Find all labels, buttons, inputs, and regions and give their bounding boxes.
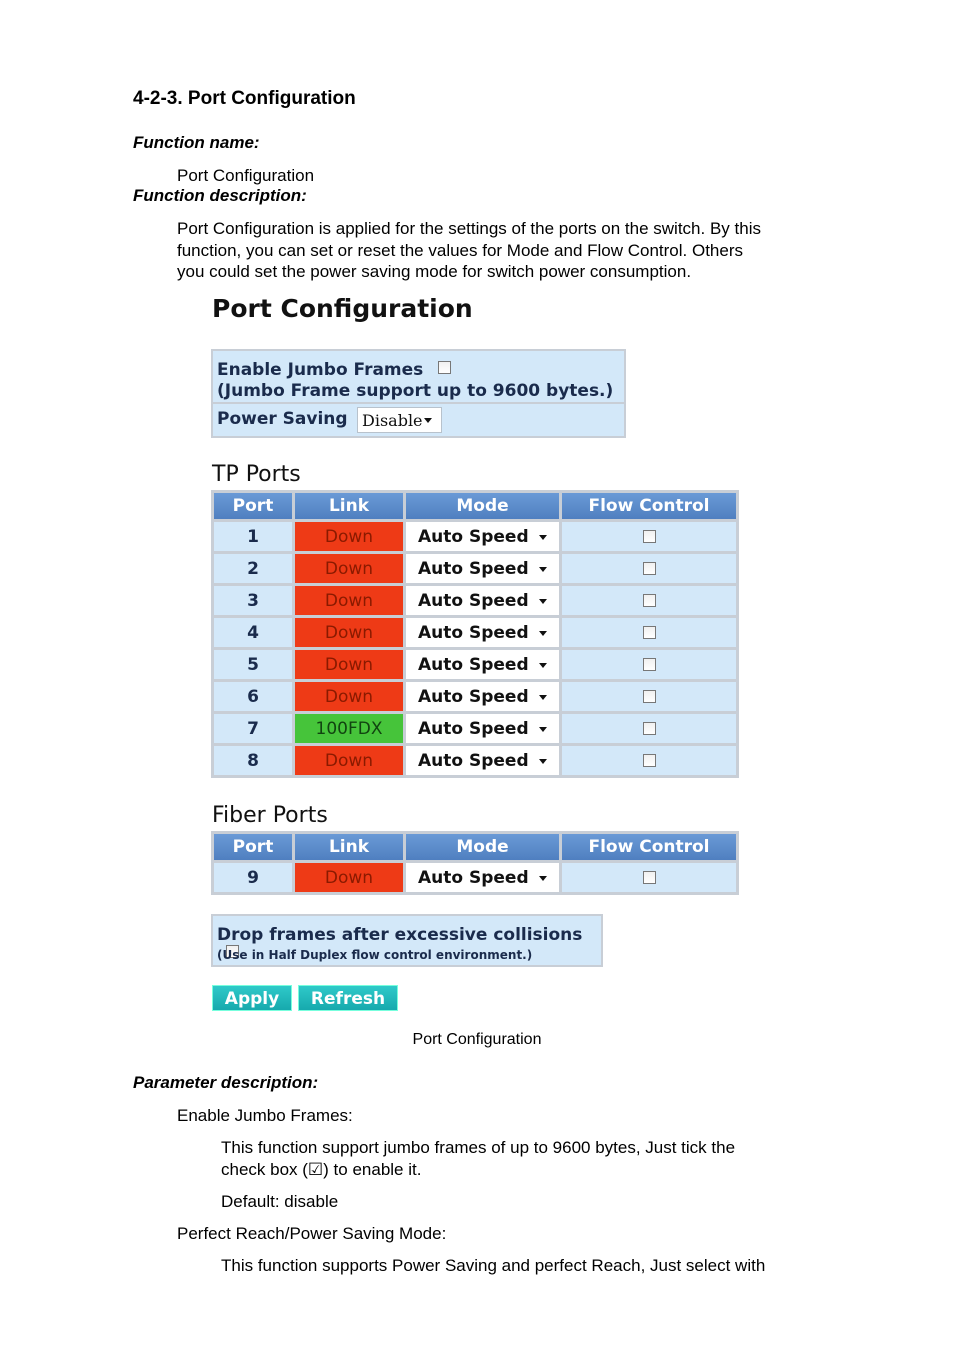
chevron-down-icon [539, 663, 547, 668]
link-status: Down [295, 586, 403, 615]
table-row [214, 618, 736, 647]
port-number: 5 [214, 650, 292, 679]
mode-value: Auto Speed [418, 622, 529, 643]
function-desc-label: Function description: [133, 186, 307, 205]
table-row [214, 714, 736, 743]
chevron-down-icon [539, 876, 547, 881]
link-status: Down [295, 682, 403, 711]
drop-frames-label: Drop frames after excessive collisions [217, 925, 583, 945]
table-row [214, 746, 736, 775]
chevron-down-icon [539, 695, 547, 700]
flow-control-checkbox[interactable] [643, 690, 656, 703]
column-header-port: Port [214, 493, 292, 519]
mode-select[interactable] [406, 682, 559, 711]
link-status: Down [295, 650, 403, 679]
chevron-down-icon [539, 535, 547, 540]
drop-frames-note: (Use in Half Duplex flow control environment.) [217, 948, 533, 962]
flow-control-cell [562, 863, 736, 892]
param1-desc-line: check box (☑) to enable it. [221, 1159, 422, 1179]
param2-name: Perfect Reach/Power Saving Mode: [177, 1224, 447, 1243]
function-name-value: Port Configuration [177, 166, 315, 185]
flow-control-cell [562, 650, 736, 679]
flow-control-cell [562, 618, 736, 647]
drop-frames-panel [211, 914, 603, 967]
function-desc [177, 218, 820, 283]
power-saving-value: Disable [362, 411, 423, 430]
jumbo-frames-label: Enable Jumbo Frames [217, 360, 424, 380]
link-status: Down [295, 554, 403, 583]
port-number: 2 [214, 554, 292, 583]
flow-control-checkbox[interactable] [643, 722, 656, 735]
flow-control-cell [562, 554, 736, 583]
mode-value: Auto Speed [418, 867, 529, 888]
param1-desc [221, 1137, 820, 1180]
mode-value: Auto Speed [418, 558, 529, 579]
table-row [214, 522, 736, 551]
column-header-link: Link [295, 493, 403, 519]
column-header-flow-control: Flow Control [562, 493, 736, 519]
chevron-down-icon [539, 567, 547, 572]
mode-select[interactable] [406, 618, 559, 647]
table-row [214, 586, 736, 615]
tp-ports-title: TP Ports [212, 462, 301, 487]
jumbo-frames-note: (Jumbo Frame support up to 9600 bytes.) [217, 381, 614, 401]
chevron-down-icon [539, 727, 547, 732]
link-status: Down [295, 522, 403, 551]
param1-desc-line: This function support jumbo frames of up to 9600 bytes, Just tick the [221, 1138, 736, 1157]
mode-select[interactable] [406, 586, 559, 615]
flow-control-checkbox[interactable] [643, 871, 656, 884]
table-row [214, 863, 736, 892]
global-settings-panel [211, 349, 626, 438]
column-header-mode: Mode [406, 834, 559, 860]
port-number: 6 [214, 682, 292, 711]
port-number: 1 [214, 522, 292, 551]
chevron-down-icon [424, 418, 432, 423]
table-header-row [214, 834, 736, 860]
link-status: Down [295, 746, 403, 775]
flow-control-checkbox[interactable] [643, 562, 656, 575]
flow-control-checkbox[interactable] [643, 626, 656, 639]
mode-select[interactable] [406, 746, 559, 775]
mode-value: Auto Speed [418, 686, 529, 707]
flow-control-checkbox[interactable] [643, 754, 656, 767]
apply-button[interactable]: Apply [212, 985, 292, 1011]
chevron-down-icon [539, 631, 547, 636]
port-number: 7 [214, 714, 292, 743]
mode-select[interactable] [406, 554, 559, 583]
tp-ports-table [211, 490, 739, 778]
power-saving-select[interactable] [357, 407, 442, 433]
param2-desc [221, 1255, 820, 1277]
link-status: 100FDX [295, 714, 403, 743]
mode-value: Auto Speed [418, 526, 529, 547]
column-header-flow-control: Flow Control [562, 834, 736, 860]
mode-value: Auto Speed [418, 654, 529, 675]
panel-divider [213, 402, 624, 404]
port-number: 4 [214, 618, 292, 647]
mode-value: Auto Speed [418, 718, 529, 739]
ui-page-title: Port Configuration [212, 294, 473, 323]
column-header-mode: Mode [406, 493, 559, 519]
function-desc-line: function, you can set or reset the values for Mode and Flow Control. Others [177, 240, 744, 260]
fiber-ports-title: Fiber Ports [212, 803, 328, 828]
mode-select[interactable] [406, 650, 559, 679]
table-header-row [214, 493, 736, 519]
jumbo-frames-checkbox[interactable] [438, 361, 451, 374]
section-heading: 4-2-3. Port Configuration [133, 88, 356, 109]
port-number: 3 [214, 586, 292, 615]
flow-control-cell [562, 522, 736, 551]
mode-value: Auto Speed [418, 590, 529, 611]
param1-default: Default: disable [221, 1192, 339, 1211]
table-row [214, 554, 736, 583]
flow-control-cell [562, 586, 736, 615]
flow-control-cell [562, 746, 736, 775]
power-saving-label: Power Saving [217, 409, 348, 429]
param-desc-label: Parameter description: [133, 1073, 319, 1092]
port-number: 8 [214, 746, 292, 775]
flow-control-cell [562, 682, 736, 711]
table-row [214, 682, 736, 711]
chevron-down-icon [539, 599, 547, 604]
param1-name: Enable Jumbo Frames: [177, 1106, 353, 1125]
mode-select[interactable] [406, 522, 559, 551]
flow-control-checkbox[interactable] [643, 594, 656, 607]
flow-control-checkbox[interactable] [643, 530, 656, 543]
column-header-link: Link [295, 834, 403, 860]
table-row [214, 650, 736, 679]
jumbo-frames-row [217, 360, 451, 380]
mode-value: Auto Speed [418, 750, 529, 771]
port-number: 9 [214, 863, 292, 892]
chevron-down-icon [539, 759, 547, 764]
link-status: Down [295, 863, 403, 892]
link-status: Down [295, 618, 403, 647]
mode-select[interactable] [406, 714, 559, 743]
flow-control-cell [562, 714, 736, 743]
column-header-port: Port [214, 834, 292, 860]
fiber-ports-table [211, 831, 739, 895]
function-desc-line: you could set the power saving mode for switch power consumption. [177, 262, 692, 281]
param2-desc-line: This function supports Power Saving and perfect Reach, Just select with [221, 1256, 766, 1275]
refresh-button[interactable]: Refresh [298, 985, 398, 1011]
function-name-label: Function name: [133, 133, 260, 152]
mode-select[interactable] [406, 863, 559, 892]
figure-caption: Port Configuration [412, 1031, 542, 1048]
function-desc-line: Port Configuration is applied for the settings of the ports on the switch. By this [177, 219, 761, 238]
flow-control-checkbox[interactable] [643, 658, 656, 671]
